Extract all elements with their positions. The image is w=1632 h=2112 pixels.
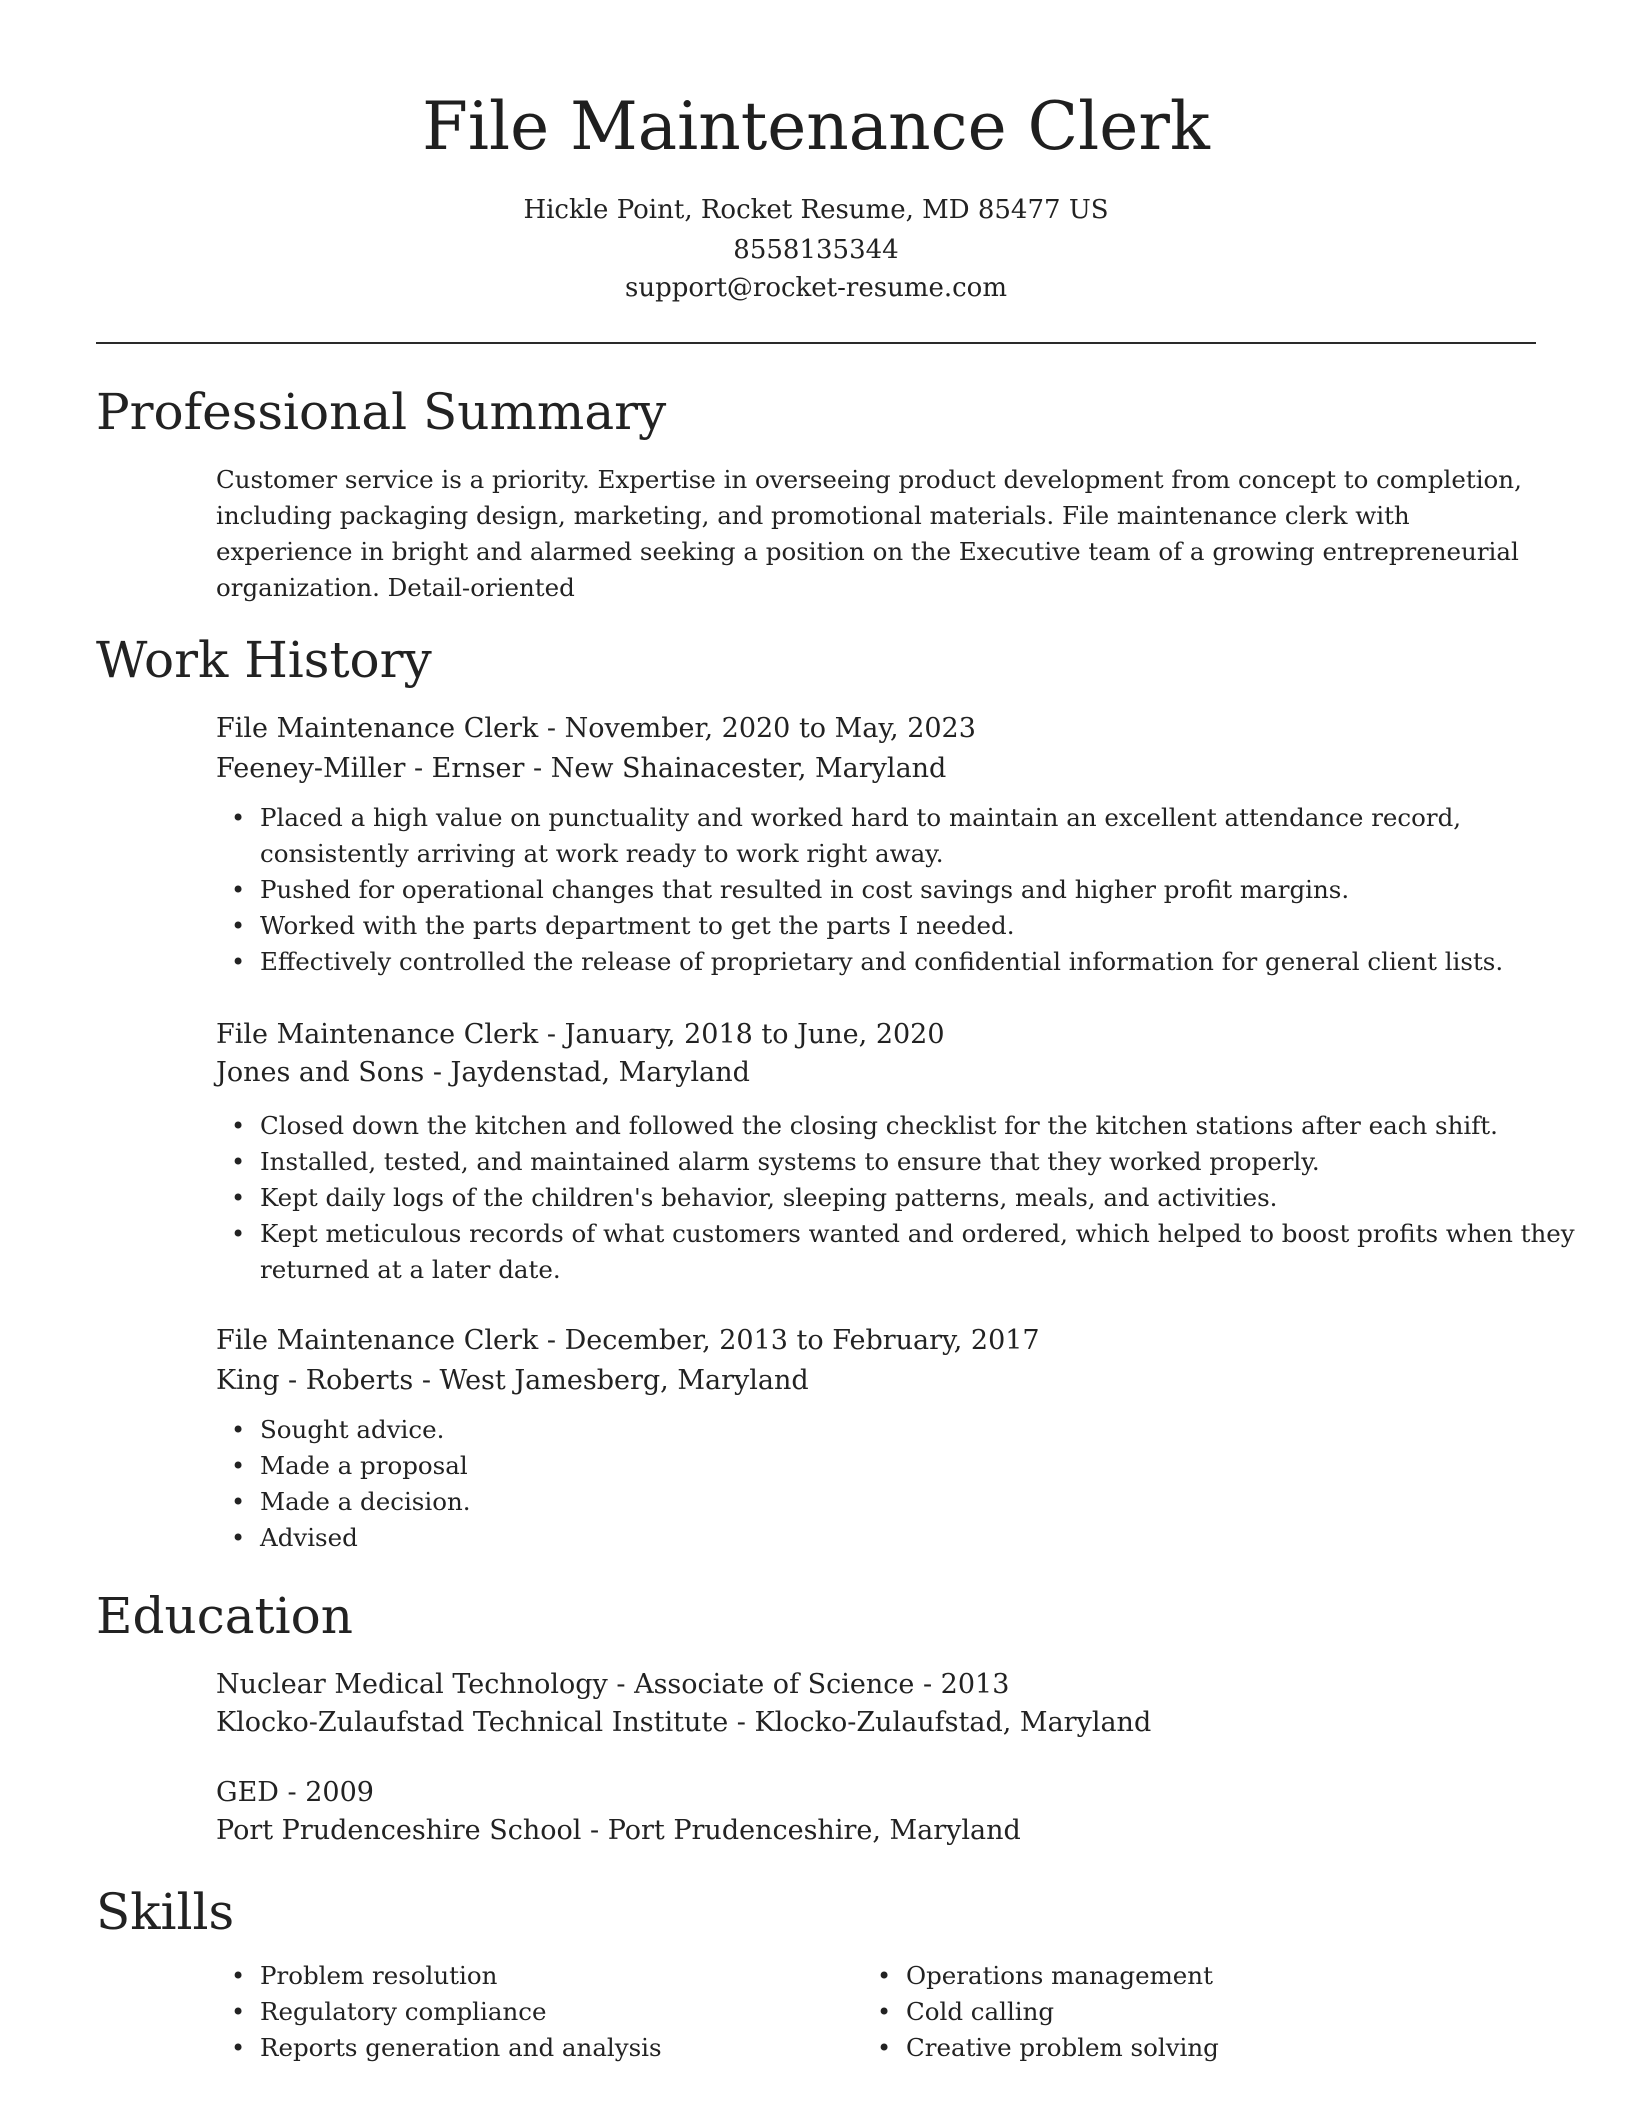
separator: -: [728, 1707, 755, 1738]
list-item: • Problem resolution: [260, 1958, 860, 1994]
job-title: File Maintenance Clerk: [216, 713, 539, 744]
separator: -: [413, 1365, 440, 1396]
skills-list-left: [216, 1958, 860, 2066]
list-item: • Sought advice.: [260, 1412, 1590, 1448]
list-item: • Placed a high value on punctuality and worked hard to maintain an excellent attendance record, consistently arriving at work ready to work right away.: [260, 800, 1590, 872]
job-title: File Maintenance Clerk: [216, 1019, 539, 1050]
list-item: • Advised: [260, 1520, 1590, 1556]
separator: -: [581, 1815, 608, 1846]
education-year: 2013: [940, 1669, 1010, 1700]
separator: -: [538, 713, 565, 744]
job-bullets: [216, 1412, 1590, 1556]
contact-phone: 8558135344: [733, 235, 899, 265]
education-heading: Education: [96, 1587, 353, 1645]
summary-heading: Professional Summary: [96, 383, 667, 441]
job-location: Jaydenstad, Maryland: [450, 1057, 750, 1088]
job-dates: January, 2018 to June, 2020: [564, 1019, 945, 1050]
job-company-line: [216, 750, 1536, 788]
separator: -: [538, 1019, 565, 1050]
separator: -: [424, 1057, 451, 1088]
list-item: • Effectively controlled the release of proprietary and confidential information for general client lists.: [260, 944, 1590, 980]
summary-text: Customer service is a priority. Expertise in overseeing product development from concept to completion, including packaging design, marketing, and promotional materials. File maintenance clerk with experience in bright and alarmed seeking a position on the Executive team of a growing entrepreneurial organization. Detail-oriented: [216, 465, 1522, 602]
separator: -: [538, 1325, 565, 1356]
job-title: File Maintenance Clerk: [216, 1325, 539, 1356]
list-item: • Regulatory compliance: [260, 1994, 860, 2030]
education-location: Port Prudenceshire, Maryland: [607, 1815, 1021, 1846]
job-bullets: [216, 800, 1590, 980]
education-location: Klocko-Zulaufstad, Maryland: [754, 1707, 1152, 1738]
list-item: • Reports generation and analysis: [260, 2030, 860, 2066]
education-year: 2009: [305, 1777, 374, 1808]
separator: -: [914, 1669, 941, 1700]
job-title-line: [216, 1322, 1536, 1360]
list-item: • Closed down the kitchen and followed the closing checklist for the kitchen stations after each shift.: [260, 1108, 1590, 1144]
job-location: West Jamesberg, Maryland: [439, 1365, 809, 1396]
education-degree-line: [216, 1774, 1536, 1812]
contact-email: support@rocket-resume.com: [624, 273, 1007, 303]
list-item: • Cold calling: [906, 1994, 1506, 2030]
education-school: Klocko-Zulaufstad Technical Institute: [216, 1707, 729, 1738]
list-item: • Operations management: [906, 1958, 1506, 1994]
list-item: • Made a decision.: [260, 1484, 1590, 1520]
list-item: • Pushed for operational changes that resulted in cost savings and higher profit margins.: [260, 872, 1590, 908]
education-school-line: [216, 1704, 1536, 1742]
education-school: Port Prudenceshire School: [216, 1815, 582, 1846]
candidate-name: File Maintenance Clerk: [422, 88, 1210, 165]
job-dates: December, 2013 to February, 2017: [564, 1325, 1040, 1356]
separator: -: [524, 753, 551, 784]
job-title-line: [216, 710, 1536, 748]
skills-heading: Skills: [96, 1883, 235, 1941]
list-item: • Worked with the parts department to get the parts I needed.: [260, 908, 1590, 944]
education-degree-line: [216, 1666, 1536, 1704]
job-dates: November, 2020 to May, 2023: [564, 713, 976, 744]
job-company-line: [216, 1362, 1536, 1400]
skills-list-right: [862, 1958, 1506, 2066]
list-item: • Kept daily logs of the children's behavior, sleeping patterns, meals, and activities.: [260, 1180, 1590, 1216]
education-school-line: [216, 1812, 1536, 1850]
job-company: King - Roberts: [216, 1365, 414, 1396]
education-degree: GED: [216, 1777, 279, 1808]
separator: -: [278, 1777, 306, 1808]
job-title-line: [216, 1016, 1536, 1054]
list-item: • Creative problem solving: [906, 2030, 1506, 2066]
job-bullets: [216, 1108, 1590, 1288]
job-company: Feeney-Miller - Ernser: [216, 753, 525, 784]
job-location: New Shainacester, Maryland: [550, 753, 947, 784]
list-item: • Made a proposal: [260, 1448, 1590, 1484]
list-item: • Installed, tested, and maintained alarm systems to ensure that they worked properly.: [260, 1144, 1590, 1180]
job-company: Jones and Sons: [216, 1057, 425, 1088]
education-degree: Nuclear Medical Technology - Associate of Science: [216, 1669, 915, 1700]
contact-address: Hickle Point, Rocket Resume, MD 85477 US: [523, 195, 1109, 225]
work-history-heading: Work History: [96, 631, 432, 689]
job-company-line: [216, 1054, 1536, 1092]
list-item: • Kept meticulous records of what customers wanted and ordered, which helped to boost profits when they returned at a later date.: [260, 1216, 1590, 1288]
header-divider: [96, 342, 1536, 344]
